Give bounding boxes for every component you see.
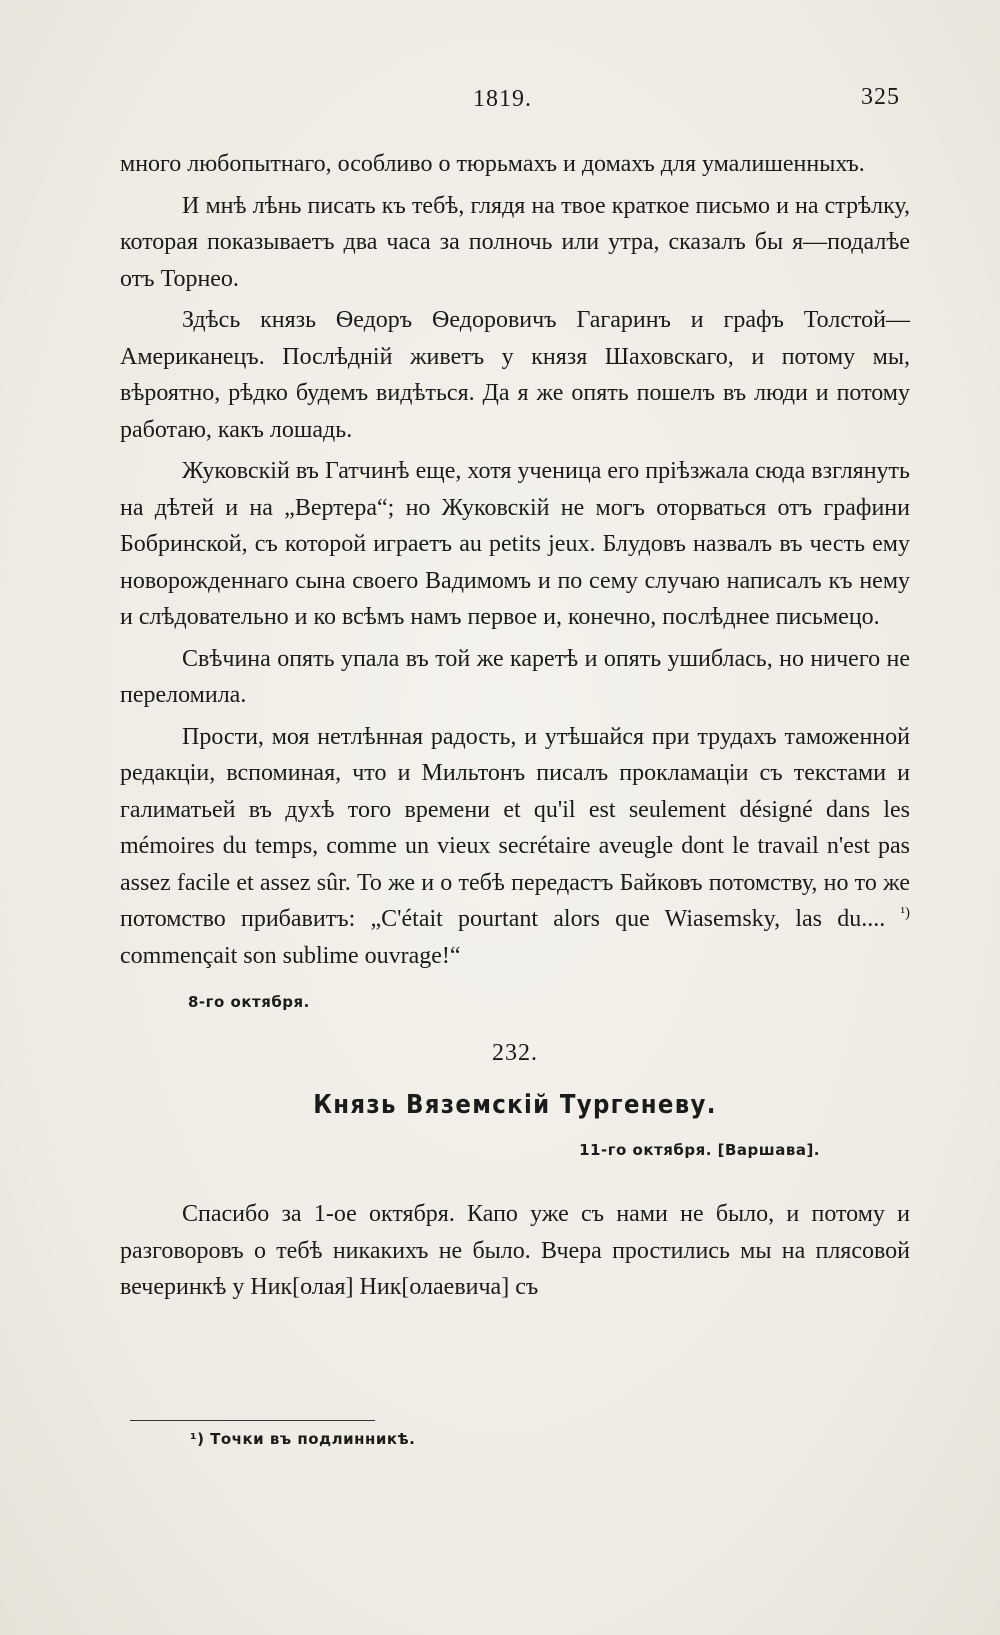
paragraph: И мнѣ лѣнь писать къ тебѣ, глядя на твое краткое письмо и на стрѣлку, которая показываетъ два часа за полночь или утра, сказалъ бы я—подалѣе отъ Торнео. bbox=[120, 192, 910, 292]
page-number: 325 bbox=[861, 84, 900, 110]
paragraph-text-end: commençait son sublime ouvrage!“ bbox=[120, 942, 461, 969]
paragraph bbox=[120, 719, 910, 975]
footnote: ¹) Точки въ подлинникѣ. bbox=[190, 1430, 416, 1448]
running-head bbox=[0, 86, 1000, 116]
paragraph-continuation: много любопытнаго, особливо о тюрьмахъ и домахъ для умалишенныхъ. bbox=[120, 151, 865, 177]
running-head-year: 1819. bbox=[473, 86, 532, 112]
footnote-rule bbox=[130, 1420, 375, 1421]
paragraph: Здѣсь князь Ѳедоръ Ѳедоровичъ Гагаринъ и графъ Толстой—Американецъ. Послѣдній живетъ у князя Шаховскаго, и потому мы, вѣроятно, рѣдко будемъ видѣться. Да я же опять пошелъ въ люди и потому работаю, какъ лошадь. bbox=[120, 307, 910, 443]
letter-date: 11-го октября. [Варшава]. bbox=[579, 1140, 820, 1159]
letter-dateline: 8-го октября. bbox=[188, 993, 310, 1011]
letter-title: Князь Вяземскій Тургеневу. bbox=[313, 1090, 717, 1120]
paragraph: Жуковскій въ Гатчинѣ еще, хотя ученица его пріѣзжала сюда взглянуть на дѣтей и на „Вертера“; но Жуковскій не могъ оторваться отъ графини Бобринской, съ которой играетъ au petits jeux. Блудовъ назвалъ въ честь ему новорожденнаго сына своего Вадимомъ и по сему случаю написалъ къ нему и слѣдовательно и ко всѣмъ намъ первое и, конечно, послѣднее письмецо. bbox=[120, 458, 910, 630]
paragraph: Свѣчина опять упала въ той же каретѣ и опять ушиблась, но ничего не переломила. bbox=[120, 645, 910, 708]
paragraph-text: Прости, моя нетлѣнная радость, и утѣшайся при трудахъ таможенной редакціи, вспоминая, что и Мильтонъ писалъ прокламаціи съ текстами и галиматьей въ духѣ того времени et qu'il est seulement désigné dans les mémoires du temps, comme un vieux secrétaire aveugle dont le travail n'est pas assez facile et assez sûr. То же и о тебѣ передастъ Байковъ потомству, но то же потомство прибавитъ: „C'était pourtant alors que Wiasemsky, las du.... bbox=[120, 723, 910, 932]
letter-body: Спасибо за 1-ое октября. Капо уже съ нами не было, и потому и разговоровъ о тебѣ никакихъ не было. Вчера простились мы на плясовой вечеринкѣ у Ник[олая] Ник[олаевича] съ bbox=[120, 1201, 910, 1300]
main-text bbox=[120, 146, 910, 1311]
footnote-marker: ¹) bbox=[900, 905, 910, 921]
letter-number: 232. bbox=[492, 1039, 538, 1066]
